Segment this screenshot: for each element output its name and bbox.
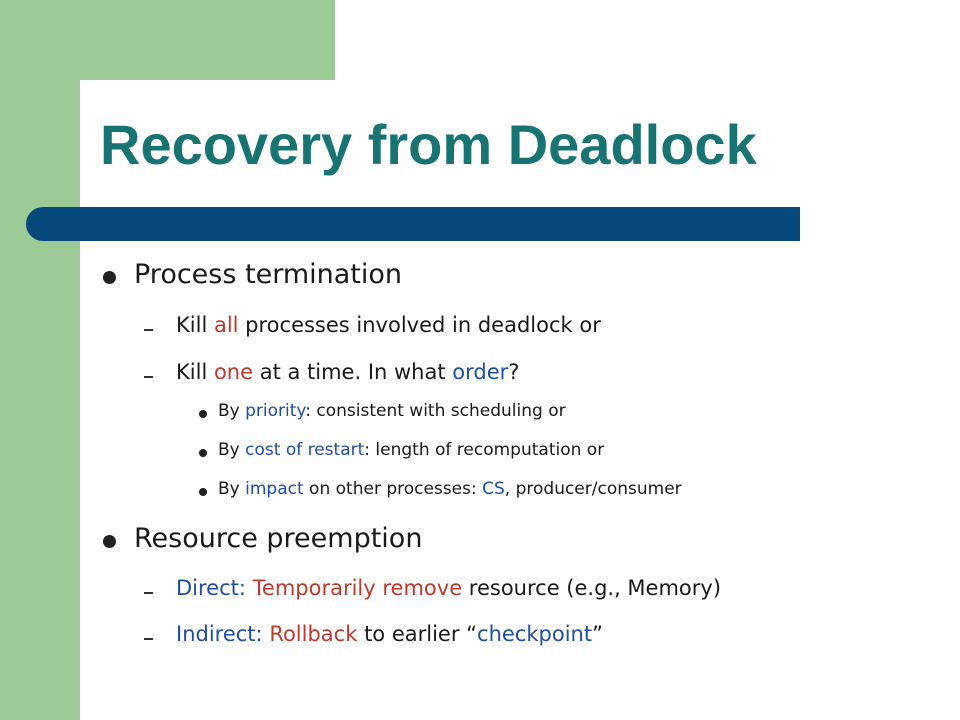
text-segment: processes involved in deadlock or: [238, 313, 601, 337]
text-segment: to earlier “: [357, 622, 478, 646]
text-segment: Kill: [176, 313, 214, 337]
label-indirect: Indirect:: [176, 622, 263, 646]
highlight-one: one: [213, 360, 254, 384]
text-segment: ”: [592, 622, 603, 646]
text-segment: ?: [508, 360, 520, 384]
text-segment: on other processes:: [303, 479, 483, 499]
highlight-cs: CS: [482, 479, 505, 499]
highlight-order: order: [452, 360, 509, 384]
text-segment: Kill: [176, 360, 214, 384]
highlight-all: all: [213, 313, 239, 337]
highlight-priority: priority: [245, 401, 306, 421]
dash-marker: [144, 376, 153, 378]
sub-bullet-indirect: [176, 622, 603, 646]
highlight-rollback: Rollback: [269, 622, 358, 646]
sub-bullet-kill-one: [176, 360, 519, 384]
label-direct: Direct:: [176, 576, 246, 600]
slide-title: Recovery from Deadlock: [100, 113, 757, 176]
order-by-priority: [218, 401, 566, 421]
bullet-dot: [103, 271, 116, 284]
highlight-impact: impact: [245, 479, 304, 499]
text-segment: By: [218, 401, 246, 421]
order-by-cost: [218, 440, 604, 460]
text-segment: , producer/consumer: [504, 479, 682, 499]
order-by-impact: [218, 479, 682, 499]
text-segment: resource (e.g., Memory): [462, 576, 722, 600]
dash-marker: [144, 329, 153, 331]
highlight-cost-of-restart: cost of restart: [245, 440, 365, 460]
bullet-dot: [199, 449, 207, 457]
text-segment: By: [218, 479, 246, 499]
text-segment: : consistent with scheduling or: [305, 401, 566, 421]
sub-bullet-kill-all: [176, 313, 601, 337]
dash-marker: [144, 592, 153, 594]
highlight-temporarily: Temporarily remove: [252, 576, 463, 600]
bullet-resource-preemption: [134, 523, 422, 554]
text-segment: [246, 576, 253, 600]
text-segment: By: [218, 440, 246, 460]
sub-bullet-direct: [176, 576, 721, 600]
dash-marker: [144, 638, 153, 640]
bullet-process-termination: [134, 259, 402, 290]
bullet-text: Process termination: [134, 259, 403, 290]
highlight-checkpoint: checkpoint: [477, 622, 593, 646]
bullet-dot: [199, 488, 207, 496]
text-segment: : length of recomputation or: [364, 440, 605, 460]
bullet-dot: [103, 535, 116, 548]
text-segment: at a time. In what: [253, 360, 453, 384]
bullet-dot: [199, 410, 207, 418]
bullet-text: Resource preemption: [134, 523, 423, 554]
